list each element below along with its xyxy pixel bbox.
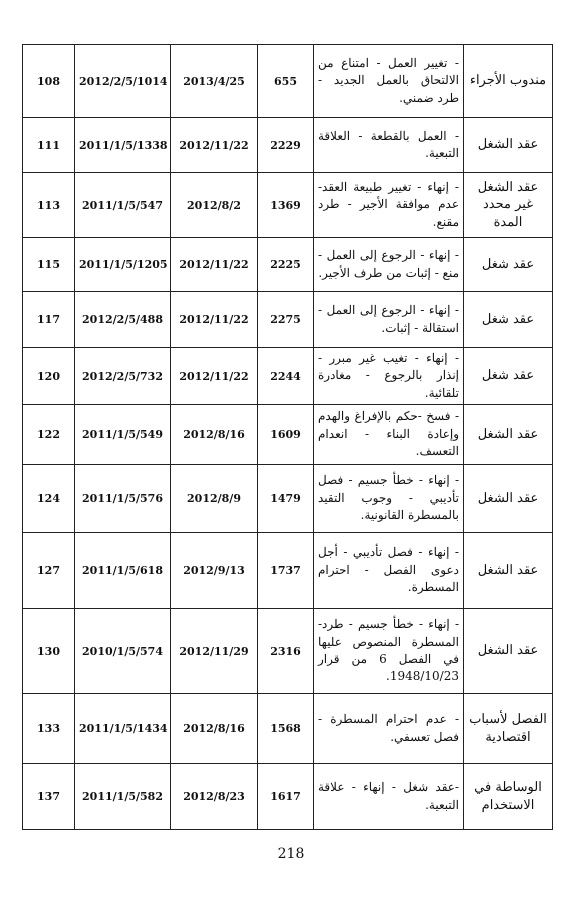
table-row [23,609,553,694]
decision-number-cell: 655 [258,45,314,118]
page-reference-cell: 108 [23,45,75,118]
decision-number-cell: 2275 [258,292,314,348]
ruling-description-cell: -عقد شغل - إنهاء - علاقة التبعية. [314,764,464,830]
table-row [23,118,553,173]
ruling-description-cell: - إنهاء - خطأ جسيم - طرد- المسطرة المنصوص عليها في الفصل 6 من قرار 1948/10/23. [314,609,464,694]
file-number-cell: 2012/2/5/732 [75,348,171,405]
decision-date-cell: 2012/11/22 [171,348,258,405]
table-row [23,348,553,405]
ruling-type-cell: الفصل لأسباب اقتصادية [464,694,553,764]
ruling-type-cell: عقد الشغل غير محدد المدة [464,173,553,238]
ruling-description-cell: - إنهاء - الرجوع إلى العمل - استقالة - إثبات. [314,292,464,348]
ruling-description-cell: - عدم احترام المسطرة - فصل تعسفي. [314,694,464,764]
decision-date-cell: 2012/8/23 [171,764,258,830]
ruling-type-cell: عقد الشغل [464,465,553,533]
table-row [23,764,553,830]
page-reference-cell: 130 [23,609,75,694]
decision-number-cell: 2244 [258,348,314,405]
file-number-cell: 2011/1/5/1205 [75,238,171,292]
table-row [23,292,553,348]
file-number-cell: 2011/1/5/1338 [75,118,171,173]
ruling-description-cell: - فسخ -حكم بالإفراغ والهدم وإعادة البناء - انعدام التعسف. [314,405,464,465]
ruling-type-cell: عقد شغل [464,238,553,292]
decision-date-cell: 2012/11/29 [171,609,258,694]
page-reference-cell: 117 [23,292,75,348]
ruling-type-cell: الوساطة في الاستخدام [464,764,553,830]
file-number-cell: 2010/1/5/574 [75,609,171,694]
page-reference-cell: 137 [23,764,75,830]
decision-number-cell: 1479 [258,465,314,533]
decision-number-cell: 1609 [258,405,314,465]
table-row [23,238,553,292]
table-row [23,533,553,609]
table-row [23,45,553,118]
page-reference-cell: 133 [23,694,75,764]
file-number-cell: 2011/1/5/582 [75,764,171,830]
ruling-description-cell: - إنهاء - فصل تأديبي - أجل دعوى الفصل - احترام المسطرة. [314,533,464,609]
file-number-cell: 2011/1/5/1434 [75,694,171,764]
page-reference-cell: 111 [23,118,75,173]
page-reference-cell: 122 [23,405,75,465]
decision-date-cell: 2012/11/22 [171,238,258,292]
decision-number-cell: 2229 [258,118,314,173]
ruling-description-cell: - إنهاء - خطأ جسيم - فصل تأديبي - وجوب التقيد بالمسطرة القانونية. [314,465,464,533]
decision-date-cell: 2012/9/13 [171,533,258,609]
decision-number-cell: 1369 [258,173,314,238]
file-number-cell: 2011/1/5/547 [75,173,171,238]
ruling-description-cell: - إنهاء - الرجوع إلى العمل - منع - إثبات من طرف الأجير. [314,238,464,292]
ruling-type-cell: عقد شغل [464,348,553,405]
decision-date-cell: 2012/8/16 [171,405,258,465]
ruling-type-cell: عقد الشغل [464,405,553,465]
page-number: 218 [277,846,305,862]
rulings-table-body [23,45,553,830]
ruling-type-cell: عقد الشغل [464,609,553,694]
file-number-cell: 2011/1/5/618 [75,533,171,609]
ruling-description-cell: - إنهاء - تغيب غير مبرر - إنذار بالرجوع - مغادرة تلقائية. [314,348,464,405]
file-number-cell: 2011/1/5/576 [75,465,171,533]
table-row [23,405,553,465]
file-number-cell: 2012/2/5/488 [75,292,171,348]
decision-number-cell: 1617 [258,764,314,830]
decision-date-cell: 2012/11/22 [171,118,258,173]
ruling-description-cell: - العمل بالقطعة - العلاقة التبعية. [314,118,464,173]
decision-date-cell: 2013/4/25 [171,45,258,118]
ruling-type-cell: مندوب الأجراء [464,45,553,118]
table-row [23,465,553,533]
ruling-type-cell: عقد شغل [464,292,553,348]
page-reference-cell: 113 [23,173,75,238]
page-reference-cell: 115 [23,238,75,292]
file-number-cell: 2012/2/5/1014 [75,45,171,118]
page-reference-cell: 120 [23,348,75,405]
decision-date-cell: 2012/8/16 [171,694,258,764]
decision-number-cell: 2316 [258,609,314,694]
ruling-type-cell: عقد الشغل [464,118,553,173]
decision-date-cell: 2012/8/9 [171,465,258,533]
decision-date-cell: 2012/8/2 [171,173,258,238]
decision-number-cell: 2225 [258,238,314,292]
table-row [23,173,553,238]
rulings-table [22,44,553,830]
decision-date-cell: 2012/11/22 [171,292,258,348]
table-row [23,694,553,764]
ruling-description-cell: - تغيير العمل - امتناع من الالتحاق بالعمل الجديد - طرد ضمني. [314,45,464,118]
page-reference-cell: 127 [23,533,75,609]
file-number-cell: 2011/1/5/549 [75,405,171,465]
decision-number-cell: 1568 [258,694,314,764]
page-reference-cell: 124 [23,465,75,533]
ruling-type-cell: عقد الشغل [464,533,553,609]
ruling-description-cell: - إنهاء - تغيير طبيعة العقد- عدم موافقة الأجير - طرد مقنع. [314,173,464,238]
decision-number-cell: 1737 [258,533,314,609]
